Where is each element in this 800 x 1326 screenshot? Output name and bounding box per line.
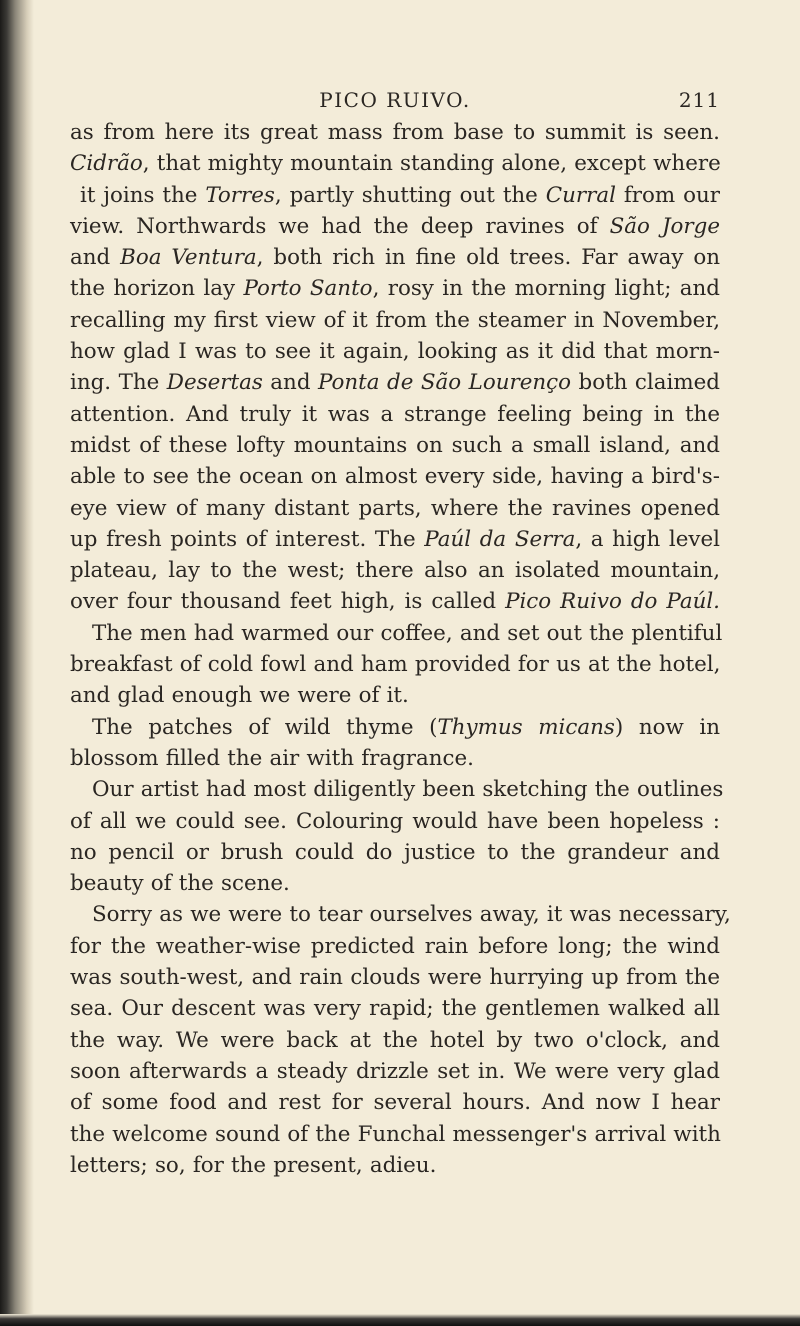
text-line [70,1150,720,1181]
text-line [70,586,720,617]
text-line [70,1119,720,1150]
text-run: letters; so, for the present, adieu. [70,1152,437,1178]
text-run: for the weather-wise predicted rain before long; the wind [70,933,720,959]
running-head [70,84,720,114]
text-line [70,993,720,1024]
italic-run: Curral [545,182,616,208]
text-line [70,962,720,993]
text-line [70,931,720,962]
text-line [70,211,720,242]
text-run: and [262,370,318,396]
text-line [70,493,720,524]
text-run: view. Northwards we had the deep ravines of [70,213,610,239]
page-bottom-edge [0,1314,800,1326]
text-run: plateau, lay to the west; there also an isolated mountain, [70,558,720,584]
text-run: beauty of the scene. [70,871,290,897]
italic-run: Pico Ruivo do Paúl. [505,589,720,615]
italic-run: Paúl da Serra [424,526,576,552]
text-run: midst of these lofty mountains on such a small island, and [70,432,720,458]
text-line [70,555,720,586]
italic-run: Porto Santo [243,276,373,302]
text-run: no pencil or brush could do justice to the grandeur and [70,839,720,865]
text-run: ) now in [614,714,721,740]
text-line [70,336,720,367]
italic-run: Boa Ventura [120,245,257,271]
text-run: it joins the [80,182,206,208]
text-run: the welcome sound of the Funchal messenger's arrival with [70,1121,721,1147]
text-line [70,868,720,899]
text-line [70,649,720,680]
text-run: up fresh points of interest. The [70,526,425,552]
text-line [70,774,724,805]
text-run: was south-west, and rain clouds were hurrying up from the [70,965,720,991]
text-run: how glad I was to see it again, looking as it did that morn- [70,339,720,365]
text-line [70,1056,720,1087]
text-line [70,618,723,649]
text-run: The patches of wild thyme ( [92,714,438,740]
text-run: , a high level [575,526,720,552]
text-line [70,743,720,774]
text-line [70,430,720,461]
text-run: and [70,245,121,271]
text-run: Sorry as we were to tear ourselves away, it was necessary, [92,902,731,928]
running-title: PICO RUIVO. [319,88,471,112]
binding-shadow [0,0,34,1326]
text-run: soon afterwards a steady drizzle set in. We were very glad [70,1058,720,1084]
text-line [70,461,720,492]
text-line [70,305,720,336]
text-run: attention. And truly it was a strange feeling being in the [70,401,720,427]
text-run: able to see the ocean on almost every side, having a bird's- [70,464,720,490]
italic-run: Cidrão [70,151,143,177]
italic-run: Desertas [166,370,263,396]
text-run: over four thousand feet high, is called [70,589,506,615]
page-number: 211 [678,88,720,112]
italic-run: São Jorge [609,213,720,239]
italic-run: Torres [205,182,275,208]
text-run: , rosy in the morning light; and [372,276,720,302]
text-run: , that mighty mountain standing alone, except where [142,151,721,177]
text-run: The men had warmed our coffee, and set out the plentiful [92,620,723,646]
text-run: sea. Our descent was very rapid; the gentlemen walked all [70,996,720,1022]
text-run: both claimed [571,370,720,396]
text-run: of all we could see. Colouring would have been hopeless : [70,808,720,834]
text-run: the way. We were back at the hotel by two o'clock, and [70,1027,720,1053]
text-line [70,367,720,398]
text-run: from our [615,182,720,208]
text-line [70,837,720,868]
text-run: the horizon lay [70,276,244,302]
text-line [70,117,720,148]
text-run: breakfast of cold fowl and ham provided for us at the hotel, [70,652,721,678]
text-run: as from here its great mass from base to summit is seen. [70,120,720,145]
text-run: ing. The [70,370,167,396]
text-line [70,399,720,430]
italic-run: Thymus micans [437,714,615,740]
text-line [70,180,720,211]
text-run: and glad enough we were of it. [70,683,409,709]
text-line [70,242,720,273]
text-run: of some food and rest for several hours. And now I hear [70,1090,720,1116]
text-run: , both rich in fine old trees. Far away on [256,245,720,271]
text-line [70,273,720,304]
text-line [70,806,720,837]
text-run: , partly shutting out the [274,182,546,208]
italic-run: Ponta de São Lourenço [318,370,572,396]
text-line [70,148,720,179]
text-line [70,712,720,743]
text-line [70,1025,720,1056]
text-run: recalling my first view of it from the steamer in November, [70,307,720,333]
text-run: blossom filled the air with fragrance. [70,745,474,771]
text-run: eye view of many distant parts, where the ravines opened [70,495,720,521]
text-run: Our artist had most diligently been sketching the outlines [92,777,724,803]
text-line [70,680,720,711]
text-line [70,1087,720,1118]
text-line [70,524,720,555]
body-text [70,117,731,1181]
text-line [70,899,731,930]
